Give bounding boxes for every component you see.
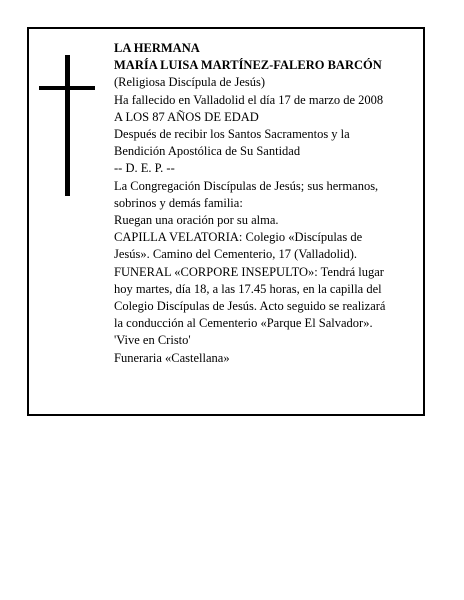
prayer-line: Ruegan una oración por su alma. xyxy=(114,213,279,228)
family-line-1: La Congregación Discípulas de Jesús; sus hermanos, xyxy=(114,178,379,193)
funeral-line-4: la conducción al Cementerio «Parque El Salvador». xyxy=(114,316,373,331)
funeral-line-2: hoy martes, día 18, a las 17.45 horas, en la capilla del xyxy=(114,281,382,296)
religious-title: (Religiosa Discípula de Jesús) xyxy=(114,75,266,90)
sacraments-line-1: Después de recibir los Santos Sacramentos y la xyxy=(114,127,350,142)
funeral-line-3: Colegio Discípulas de Jesús. Acto seguido se realizará xyxy=(114,299,386,314)
funeral-line-1: FUNERAL «CORPORE INSEPULTO»: Tendrá lugar xyxy=(114,264,384,279)
notice-heading: LA HERMANA xyxy=(114,41,200,55)
death-date-line: Ha fallecido en Valladolid el día 17 de marzo de 2008 xyxy=(114,92,384,107)
cross-icon-crossbar xyxy=(39,86,95,90)
chapel-line-2: Jesús». Camino del Cementerio, 17 (Valladolid). xyxy=(114,247,358,262)
obituary-text xyxy=(114,40,414,367)
sacraments-line-2: Bendición Apostólica de Su Santidad xyxy=(114,144,301,159)
deceased-name: MARÍA LUISA MARTÍNEZ-FALERO BARCÓN xyxy=(114,58,382,73)
age-line: A LOS 87 AÑOS DE EDAD xyxy=(114,109,259,124)
cross-icon xyxy=(65,55,70,196)
family-line-2: sobrinos y demás familia: xyxy=(114,195,243,210)
chapel-line-1: CAPILLA VELATORIA: Colegio «Discípulas de xyxy=(114,230,363,245)
motto-line: 'Vive en Cristo' xyxy=(114,333,191,348)
funeral-home-line: Funeraria «Castellana» xyxy=(114,350,230,365)
dep-line: -- D. E. P. -- xyxy=(114,161,175,176)
